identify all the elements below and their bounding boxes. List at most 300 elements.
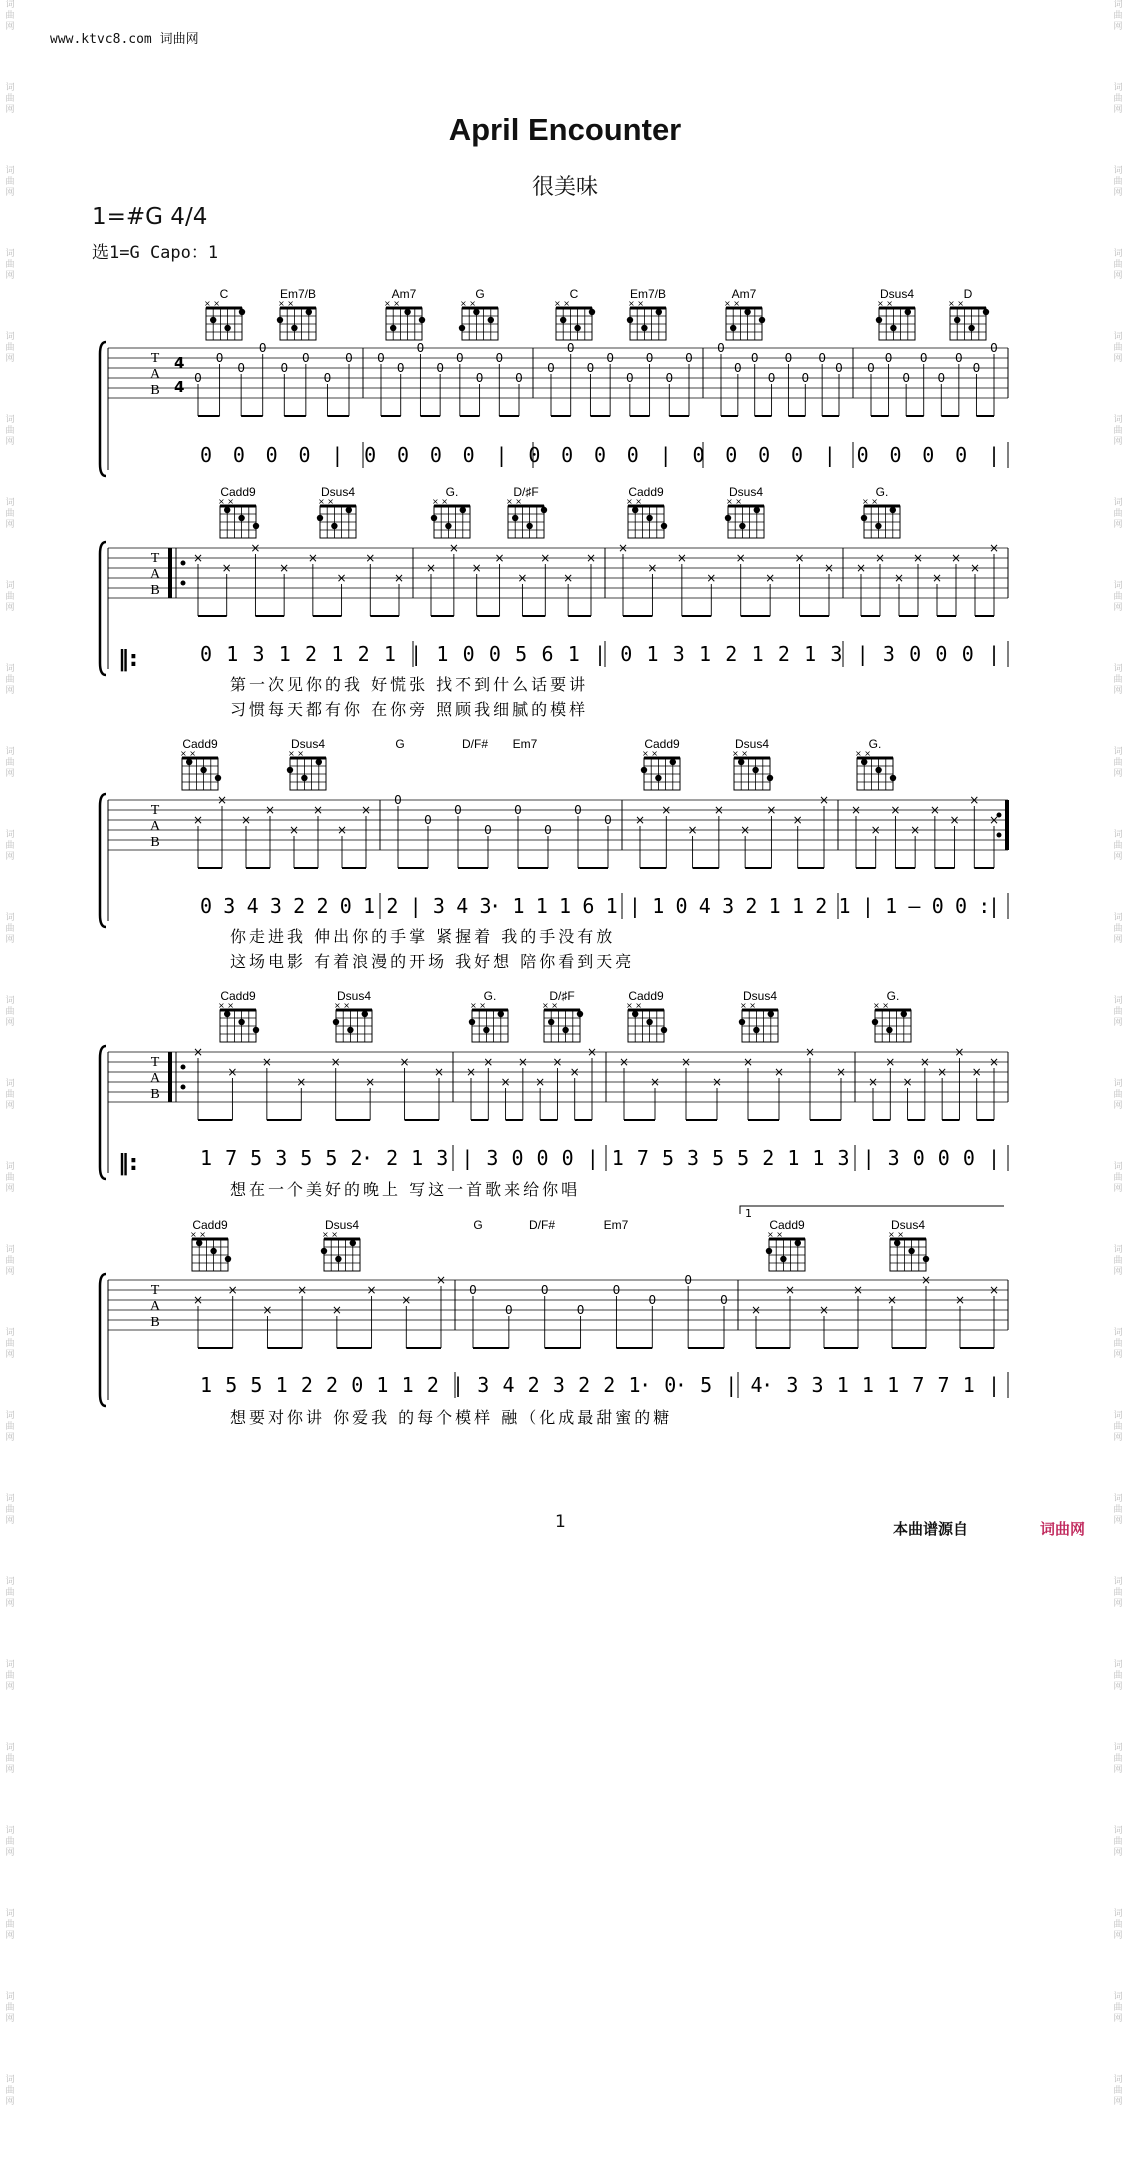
svg-text:0: 0	[194, 371, 202, 385]
chord-name: Em7	[512, 737, 538, 751]
svg-text:× ×: × ×	[204, 299, 220, 308]
chord-diagram	[626, 989, 667, 1042]
chord-diagram	[462, 737, 488, 751]
tab-clef-letter: T	[150, 351, 160, 366]
svg-text:×: ×	[297, 1283, 308, 1297]
svg-text:0: 0	[626, 371, 634, 385]
svg-text:× ×: × ×	[877, 299, 893, 308]
volta-bracket	[740, 1206, 1004, 1214]
chord-diagram	[732, 737, 773, 790]
chord-diagram	[204, 287, 245, 340]
svg-text:0: 0	[784, 351, 793, 365]
svg-text:× ×: × ×	[322, 1230, 338, 1239]
tab-clef-letter: B	[150, 383, 160, 398]
svg-text:×: ×	[552, 1055, 563, 1069]
time-sig-top: 4	[174, 354, 185, 372]
svg-text:×: ×	[517, 571, 528, 585]
lyric-line-1: 第一次见你的我 好慌张 找不到什么话要讲	[230, 675, 589, 694]
chord-name: Cadd9	[769, 1218, 805, 1232]
chord-name: Dsus4	[879, 287, 915, 301]
chord-name: C	[569, 287, 579, 301]
svg-text:×: ×	[227, 1283, 238, 1297]
chord-name: G.	[886, 989, 900, 1003]
chord-diagram	[333, 989, 372, 1042]
svg-text:×: ×	[366, 1283, 377, 1297]
chord-name: Dsus4	[734, 737, 770, 751]
svg-text:×: ×	[823, 561, 835, 575]
svg-text:×: ×	[365, 1075, 376, 1089]
svg-text:×: ×	[969, 561, 981, 575]
svg-text:×: ×	[902, 1075, 913, 1089]
svg-text:×: ×	[261, 1055, 272, 1069]
svg-text:× ×: × ×	[288, 749, 304, 758]
svg-text:×: ×	[401, 1293, 412, 1307]
svg-text:×: ×	[988, 1055, 1000, 1069]
svg-text:0: 0	[684, 1273, 692, 1287]
svg-text:×: ×	[680, 1055, 692, 1069]
chord-diagram	[872, 989, 911, 1042]
svg-text:0: 0	[323, 371, 332, 385]
svg-text:0: 0	[302, 351, 310, 365]
svg-text:×: ×	[393, 571, 405, 585]
svg-text:×: ×	[221, 561, 232, 575]
svg-text:×: ×	[954, 1293, 966, 1307]
svg-text:0: 0	[902, 371, 910, 385]
svg-text:×: ×	[886, 1293, 898, 1307]
svg-text:×: ×	[585, 551, 597, 565]
score-system	[100, 1045, 1008, 1199]
chord-diagram	[384, 287, 425, 340]
watermark-right: 词 曲 网 词 曲 网 词 曲 网 词 曲 网 词 曲 网 词 曲 网 词 曲 网 词 曲 网 词 曲 网 词 曲 网 词 曲 网 词 曲 网 词 曲 网 词 曲 网 词 曲 网 词 曲 网 词 曲 网 词 曲 网 词 曲 网 词 曲 网 词 曲 网 词 曲 网 词 曲 网 词 曲 网 词 曲 网 词 曲 网	[1113, 0, 1123, 2107]
svg-text:0: 0	[586, 361, 595, 375]
chord-name: D/♯F	[513, 485, 539, 499]
chord-diagram	[277, 287, 316, 340]
chord-diagram	[506, 485, 547, 538]
svg-text:×: ×	[192, 551, 204, 565]
svg-text:0: 0	[469, 1283, 477, 1297]
svg-text:×: ×	[988, 541, 1000, 555]
svg-text:× ×: × ×	[318, 497, 334, 506]
svg-text:×: ×	[912, 551, 924, 565]
repeat-start-sign: ‖:	[118, 647, 138, 672]
svg-text:×: ×	[804, 1045, 816, 1059]
lyric-line-1: 你走进我 伸出你的手掌 紧握着 我的手没有放	[230, 927, 616, 946]
svg-text:× ×: × ×	[873, 1001, 889, 1010]
svg-text:0: 0	[750, 351, 759, 365]
chord-name: Dsus4	[320, 485, 356, 499]
chord-name: G	[473, 1218, 483, 1232]
chord-name: Em7	[603, 1218, 629, 1232]
chord-diagram	[948, 287, 989, 340]
svg-text:×: ×	[279, 561, 290, 575]
svg-text:×: ×	[949, 813, 960, 827]
svg-text:0: 0	[955, 351, 963, 365]
chord-diagram	[542, 989, 583, 1042]
svg-text:0: 0	[436, 361, 444, 375]
svg-text:×: ×	[971, 1065, 982, 1079]
chord-name: Cadd9	[628, 989, 664, 1003]
chord-diagram	[739, 989, 778, 1042]
svg-text:×: ×	[336, 823, 348, 837]
svg-text:0: 0	[475, 371, 484, 385]
svg-text:×: ×	[794, 551, 805, 565]
svg-text:× ×: × ×	[460, 299, 476, 308]
svg-text:× ×: × ×	[642, 749, 658, 758]
numbered-notation: 0 3 4 3 2 2 0 1 2 | 3 4 3· 1 1 1 6 1 | 1 0 4 3 2 1 1 2 1 | 1 — 0 0 :|	[200, 894, 1000, 918]
chord-name: Dsus4	[324, 1218, 360, 1232]
numbered-notation: 1 5 5 1 2 2 0 1 1 2 | 3 4 2 3 2 2 1· 0· 5 | 4· 3 3 1 1 1 7 7 1 |	[200, 1373, 1001, 1397]
svg-text:× ×: × ×	[888, 1230, 904, 1239]
repeat-start-sign: ‖:	[118, 1151, 138, 1176]
svg-text:×: ×	[192, 1045, 204, 1059]
chord-name: G.	[868, 737, 882, 751]
chord-name: G.	[875, 485, 889, 499]
chord-name: D/♯F	[549, 989, 575, 1003]
svg-text:0: 0	[258, 341, 267, 355]
artist-name: 很美味	[531, 175, 598, 200]
lyric-line-1: 想要对你讲 你爱我 的每个模样 融（化成最甜蜜的糖	[230, 1408, 673, 1427]
chord-name: Cadd9	[644, 737, 680, 751]
svg-text:×: ×	[240, 813, 252, 827]
svg-text:×: ×	[874, 551, 886, 565]
chord-diagram	[218, 989, 259, 1042]
svg-text:×: ×	[818, 1303, 830, 1317]
tab-clef-letter: T	[150, 1055, 160, 1070]
tab-clef-letter: B	[150, 1087, 160, 1102]
svg-text:×: ×	[937, 1065, 948, 1079]
chord-name: Dsus4	[890, 1218, 926, 1232]
svg-text:0: 0	[416, 341, 425, 355]
svg-text:× ×: × ×	[180, 749, 196, 758]
chord-diagram	[431, 485, 470, 538]
chord-diagram	[317, 485, 356, 538]
svg-text:× ×: × ×	[542, 1001, 558, 1010]
chord-diagram	[766, 1218, 805, 1271]
svg-text:× ×: × ×	[190, 1230, 206, 1239]
svg-text:0: 0	[576, 1303, 585, 1317]
chord-diagram	[190, 1218, 231, 1271]
svg-text:×: ×	[773, 1065, 785, 1079]
svg-text:×: ×	[713, 803, 724, 817]
svg-text:×: ×	[954, 1045, 965, 1059]
source-label: 本曲谱源自	[893, 1520, 969, 1538]
svg-text:×: ×	[950, 551, 962, 565]
chord-name: G.	[483, 989, 497, 1003]
svg-text:×: ×	[919, 1055, 930, 1069]
chord-name: Dsus4	[742, 989, 778, 1003]
svg-text:×: ×	[676, 551, 687, 565]
svg-text:0: 0	[547, 361, 555, 375]
svg-text:× ×: × ×	[554, 299, 570, 308]
svg-text:0: 0	[574, 803, 582, 817]
svg-text:×: ×	[296, 1075, 307, 1089]
svg-text:×: ×	[855, 561, 867, 575]
svg-text:×: ×	[647, 561, 658, 575]
svg-text:× ×: × ×	[334, 1001, 350, 1010]
chord-diagram	[725, 485, 764, 538]
svg-text:×: ×	[792, 813, 803, 827]
svg-text:×: ×	[885, 1055, 896, 1069]
chord-name: Cadd9	[220, 989, 256, 1003]
chord-diagram	[604, 1218, 629, 1232]
svg-text:×: ×	[500, 1075, 511, 1089]
chord-diagram	[469, 989, 508, 1042]
svg-text:×: ×	[425, 561, 437, 575]
svg-text:0: 0	[495, 351, 504, 365]
chord-name: Cadd9	[628, 485, 664, 499]
svg-text:0: 0	[515, 371, 523, 385]
chord-name: Am7	[391, 287, 417, 301]
svg-text:×: ×	[784, 1283, 796, 1297]
svg-text:×: ×	[250, 541, 261, 555]
svg-text:×: ×	[435, 1273, 447, 1287]
svg-text:×: ×	[929, 803, 940, 817]
svg-text:0: 0	[215, 351, 224, 365]
chord-diagram	[321, 1218, 360, 1271]
lyric-line-2: 这场电影 有着浪漫的开场 我好想 陪你看到天亮	[230, 952, 635, 971]
svg-text:0: 0	[685, 351, 693, 365]
svg-text:×: ×	[517, 1055, 528, 1069]
svg-text:×: ×	[192, 1293, 204, 1307]
svg-text:× ×: × ×	[862, 497, 878, 506]
svg-text:×: ×	[920, 1273, 932, 1287]
svg-text:×: ×	[988, 1283, 1000, 1297]
site-url: www.ktvc8.com 词曲网	[50, 32, 199, 47]
chord-name: Dsus4	[336, 989, 372, 1003]
svg-text:×: ×	[931, 571, 943, 585]
svg-text:×: ×	[192, 813, 204, 827]
svg-text:×: ×	[617, 541, 629, 555]
svg-text:× ×: × ×	[855, 749, 871, 758]
svg-text:0: 0	[665, 371, 674, 385]
svg-text:× ×: × ×	[626, 497, 642, 506]
chord-diagram	[724, 287, 765, 340]
score-system	[100, 341, 1008, 476]
svg-text:×: ×	[360, 803, 372, 817]
svg-text:× ×: × ×	[628, 299, 644, 308]
chord-name: G	[395, 737, 405, 751]
svg-text:×: ×	[433, 1065, 445, 1079]
svg-text:×: ×	[711, 1075, 723, 1089]
svg-text:×: ×	[227, 1065, 238, 1079]
svg-text:× ×: × ×	[726, 497, 742, 506]
svg-text:×: ×	[687, 823, 698, 837]
svg-text:× ×: × ×	[732, 749, 748, 758]
chord-name: Dsus4	[290, 737, 326, 751]
svg-text:×: ×	[399, 1055, 410, 1069]
svg-text:× ×: × ×	[218, 1001, 234, 1010]
svg-text:×: ×	[331, 1303, 342, 1317]
svg-text:×: ×	[835, 1065, 847, 1079]
svg-text:× ×: × ×	[278, 299, 294, 308]
svg-text:×: ×	[661, 803, 672, 817]
svg-text:×: ×	[494, 551, 505, 565]
svg-text:0: 0	[648, 1293, 657, 1307]
svg-text:×: ×	[540, 551, 551, 565]
svg-text:×: ×	[288, 823, 300, 837]
tab-clef-letter: B	[150, 583, 160, 598]
svg-text:0: 0	[884, 351, 893, 365]
svg-text:0: 0	[505, 1303, 513, 1317]
score-system	[100, 793, 1008, 971]
svg-text:0: 0	[514, 803, 522, 817]
tab-clef-letter: A	[149, 367, 161, 382]
chord-diagram	[529, 1218, 555, 1232]
chord-name: D/F#	[528, 1218, 556, 1232]
svg-text:×: ×	[890, 803, 901, 817]
svg-text:0: 0	[377, 351, 385, 365]
svg-text:×: ×	[818, 793, 830, 807]
svg-text:×: ×	[706, 571, 717, 585]
chord-diagram	[395, 737, 404, 751]
svg-text:×: ×	[634, 813, 646, 827]
svg-text:×: ×	[569, 1065, 580, 1079]
svg-text:0: 0	[612, 1283, 621, 1297]
chord-diagram	[641, 737, 680, 790]
svg-text:×: ×	[735, 551, 746, 565]
svg-text:0: 0	[484, 823, 492, 837]
svg-text:0: 0	[454, 803, 462, 817]
svg-text:×: ×	[988, 813, 1000, 827]
chord-name: Cadd9	[182, 737, 218, 751]
svg-text:×: ×	[471, 561, 482, 575]
svg-text:0: 0	[645, 351, 654, 365]
chord-name: G	[475, 287, 485, 301]
svg-text:× ×: × ×	[432, 497, 448, 506]
svg-text:0: 0	[456, 351, 464, 365]
tab-clef-letter: B	[150, 1315, 160, 1330]
svg-text:×: ×	[336, 571, 347, 585]
watermark-left: 词 曲 网 词 曲 网 词 曲 网 词 曲 网 词 曲 网 词 曲 网 词 曲 网 词 曲 网 词 曲 网 词 曲 网 词 曲 网 词 曲 网 词 曲 网 词 曲 网 词 曲 网 词 曲 网 词 曲 网 词 曲 网 词 曲 网 词 曲 网 词 曲 网 词 曲 网 词 曲 网 词 曲 网 词 曲 网 词 曲 网	[5, 0, 15, 2107]
score-system	[100, 1273, 1008, 1427]
svg-text:×: ×	[448, 541, 459, 555]
chord-name: G.	[445, 485, 459, 499]
svg-text:×: ×	[535, 1075, 546, 1089]
svg-text:× ×: × ×	[767, 1230, 783, 1239]
chord-diagram	[473, 1218, 482, 1232]
tab-clef-letter: A	[149, 1299, 161, 1314]
tab-clef-letter: A	[149, 819, 161, 834]
svg-text:×: ×	[618, 1055, 630, 1069]
svg-text:×: ×	[312, 803, 324, 817]
chord-diagram	[626, 485, 667, 538]
svg-text:0: 0	[720, 1293, 728, 1307]
svg-text:× ×: × ×	[218, 497, 234, 506]
svg-text:0: 0	[544, 823, 552, 837]
chord-diagram	[218, 485, 259, 538]
svg-text:×: ×	[483, 1055, 494, 1069]
numbered-notation: 0 0 0 0 | 0 0 0 0 | 0 0 0 0 | 0 0 0 0 | 0 0 0 0 |	[200, 443, 1000, 467]
svg-text:×: ×	[649, 1075, 661, 1089]
svg-text:×: ×	[740, 823, 751, 837]
lyric-line-1: 想在一个美好的晚上 写这一首歌来给你唱	[230, 1180, 581, 1199]
chord-name: D/F#	[461, 737, 489, 751]
chord-diagram	[855, 737, 896, 790]
svg-text:×: ×	[969, 793, 980, 807]
svg-text:0: 0	[280, 361, 289, 375]
chord-diagram	[888, 1218, 929, 1271]
svg-text:× ×: × ×	[384, 299, 400, 308]
tab-clef-letter: A	[149, 567, 161, 582]
source-site: 词曲网	[1040, 1520, 1086, 1538]
svg-text:× ×: × ×	[626, 1001, 642, 1010]
svg-text:×: ×	[365, 551, 376, 565]
svg-text:0: 0	[801, 371, 810, 385]
svg-text:×: ×	[750, 1303, 762, 1317]
capo-info: 选1=G Capo：1	[92, 243, 219, 263]
svg-text:0: 0	[835, 361, 843, 375]
svg-text:×: ×	[307, 551, 318, 565]
svg-text:×: ×	[264, 803, 276, 817]
svg-text:× ×: × ×	[724, 299, 740, 308]
svg-text:0: 0	[394, 793, 402, 807]
svg-text:0: 0	[604, 813, 612, 827]
svg-text:0: 0	[540, 1283, 549, 1297]
svg-text:0: 0	[606, 351, 614, 365]
svg-text:0: 0	[717, 341, 725, 355]
svg-text:×: ×	[850, 803, 862, 817]
chord-name: Em7/B	[279, 287, 317, 301]
svg-text:×: ×	[586, 1045, 598, 1059]
svg-text:× ×: × ×	[506, 497, 522, 506]
chord-name: Dsus4	[728, 485, 764, 499]
svg-text:×: ×	[852, 1283, 864, 1297]
svg-text:×: ×	[765, 571, 776, 585]
svg-text:×: ×	[870, 823, 881, 837]
chord-name: C	[219, 287, 229, 301]
numbered-notation: 1 7 5 3 5 5 2· 2 1 3 | 3 0 0 0 | 1 7 5 3 5 5 2 1 1 3 | 3 0 0 0 |	[200, 1146, 1001, 1170]
svg-text:0: 0	[734, 361, 742, 375]
svg-text:× ×: × ×	[948, 299, 964, 308]
chord-diagram	[627, 287, 666, 340]
svg-text:0: 0	[972, 361, 981, 375]
svg-text:×: ×	[563, 571, 574, 585]
svg-text:×: ×	[465, 1065, 477, 1079]
chord-name: Am7	[731, 287, 757, 301]
lyric-line-2: 习惯每天都有你 在你旁 照顾我细腻的模样	[230, 700, 589, 719]
chord-diagram	[876, 287, 915, 340]
chord-diagram	[459, 287, 498, 340]
svg-text:0: 0	[345, 351, 353, 365]
svg-text:×: ×	[910, 823, 921, 837]
song-title: April Encounter	[448, 112, 682, 147]
svg-text:×: ×	[766, 803, 777, 817]
chord-name: Em7/B	[629, 287, 667, 301]
tab-clef-letter: T	[150, 803, 160, 818]
tab-clef-letter: T	[150, 551, 160, 566]
chord-name: D	[963, 287, 973, 301]
svg-text:0: 0	[767, 371, 776, 385]
chord-diagram	[513, 737, 538, 751]
chord-name: Cadd9	[220, 485, 256, 499]
time-sig-bottom: 4	[174, 378, 185, 396]
chord-diagram	[180, 737, 221, 790]
svg-text:×: ×	[262, 1303, 273, 1317]
svg-text:×: ×	[867, 1075, 879, 1089]
page-number: 1	[555, 1512, 566, 1532]
score-system	[100, 541, 1008, 719]
chord-diagram	[554, 287, 595, 340]
svg-text:0: 0	[818, 351, 826, 365]
svg-text:0: 0	[919, 351, 928, 365]
numbered-notation: 0 1 3 1 2 1 2 1 | 1 0 0 5 6 1 | 0 1 3 1 2 1 2 1 3 | 3 0 0 0 |	[200, 642, 1000, 666]
svg-text:×: ×	[893, 571, 905, 585]
svg-text:0: 0	[867, 361, 875, 375]
tab-clef-letter: B	[150, 835, 160, 850]
chord-diagram	[287, 737, 326, 790]
svg-text:× ×: × ×	[470, 1001, 486, 1010]
svg-text:×: ×	[216, 793, 228, 807]
